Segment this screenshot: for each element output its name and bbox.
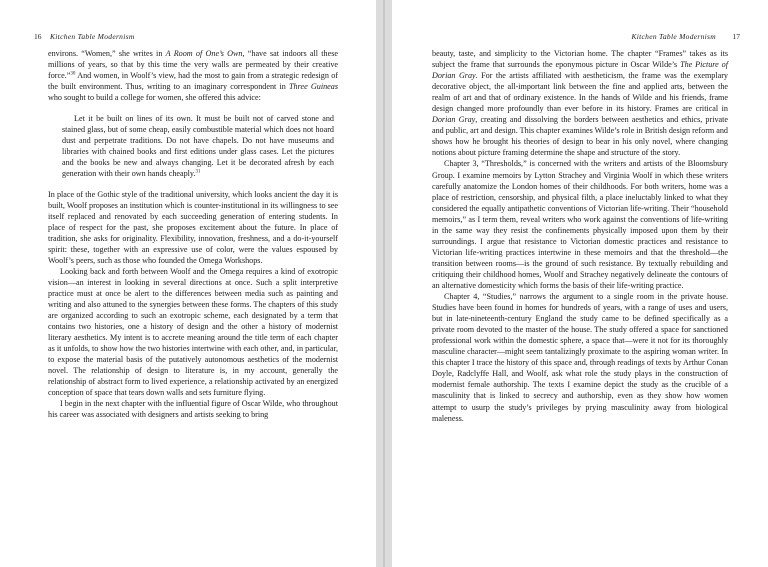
paragraph: Looking back and forth between Woolf and the Omega requires a kind of exotropic vision—an interest in looking in several directions at once. Such a split interpretive practice must at once be alert to the differences between media such as painting and writing and also attuned to the synergies between these forms. The chapters of this study are organized according to such an exotropic scheme, each designated by a term that contains two histories, one a history of design and the other a history of modernist literary aesthetics. My intent is to accrete meaning around the title term of each chapter as it unfolds, to show how the two histories intertwine with each other, and, in particular, to expose the material basis of the putatively autonomous aesthetics of the modernist novel. The relationship of design to literature is, in my account, generally the relationship of abstract form to lived experience, a relationship activated by an energized conception of space that tears down walls and sets furniture flying.	[48, 266, 338, 398]
paragraph: I begin in the next chapter with the influential figure of Oscar Wilde, who throughout his career was associated with designers and artists seeking to bring	[48, 399, 338, 420]
footnote-ref[interactable]: 30	[70, 71, 76, 77]
paragraph: environs. “Women,” she writes in A Room of One’s Own, “have sat indoors all these millions of years, so that by this time the very walls are permeated by their creative force.”$^{30}$ And women, in Woolf’s view, had the most to gain from a strategic redesign of the built environment. Thus, writing to an imaginary correspondent in Three Guineas who sought to build a college for women, she offered this advice:	[48, 49, 338, 103]
body-text	[432, 48, 728, 424]
book-gutter	[376, 0, 392, 567]
footnote-ref[interactable]: 31	[195, 169, 201, 175]
paragraph: Chapter 4, “Studies,” narrows the argument to a single room in the private house. Studies have been found in homes for hundreds of years, with a range of uses and users, but in late-nineteenth-century England the study came to be defined specifically as a private room devoted to the master of the house. The study offered a space for sanctioned professional work within the domestic sphere, a space that—were it not for its thoroughly masculine character—might seem tantalizingly proximate to the aspiring woman writer. In this chapter I trace the history of this space and, through readings of texts by Arthur Conan Doyle, Radclyffe Hall, and Woolf, ask what role the study plays in the construction of modernist female authorship. The texts I examine depict the study as the crucible of a masculinity that is linked to secrecy and authorship, even as they show how women attempt to usurp the study’s privileges by prying masculinity away from biological maleness.	[432, 292, 728, 423]
running-head: Kitchen Table Modernism	[50, 32, 135, 41]
right-page	[392, 0, 768, 567]
paragraph: beauty, taste, and simplicity to the Victorian home. The chapter “Frames” takes as its subject the frame that surrounds the eponymous picture in Oscar Wilde’s The Picture of Dorian Gray. For the artists affiliated with aestheticism, the frame was the exemplary decorative object, the all-important link between the fine and applied arts, between the realm of art and that of ordinary existence. In the hands of Wilde and his friends, frame design changed more profoundly than ever before in its history. Frames are critical in Dorian Gray, creating and dissolving the borders between aesthetics and ethics, private and public, art and design. This chapter examines Wilde’s role in British design reform and shows how he brought his theories of design to bear in his only novel, where changing notions about picture framing determine the shape and structure of the story.	[432, 49, 728, 158]
block-quote: Let it be built on lines of its own. It must be built not of carved stone and stained glass, but of some cheap, easily combustible material which does not hoard dust and perpetrate traditions. Do not have chapels. Do not have museums and libraries with chained books and first editions under glass cases. Let the pictures and the books be new and always changing. Let it be decorated afresh by each generation with their own hands cheaply.$^{31}$	[62, 114, 334, 179]
page-number: 16	[34, 32, 42, 41]
paragraph: Chapter 3, “Thresholds,” is concerned with the writers and artists of the Bloomsbury Group. I examine memoirs by Lytton Strachey and Virginia Woolf in which these writers carefully anatomize the London homes of their childhoods. For both writers, home was a place of restriction, censorship, and physical filth, a place ineluctably linked to what they considered the equally antipathetic conventions of Victorian life-writing. Their “household memoirs,” as I term them, reveal writers who work against the conventions of life-writing in the same way they resist the confinements physically imposed upon them by their surroundings. I argue that resistance to Victorian domestic practices and resistance to Victorian life-writing practices intertwine in these memoirs and that the threshold—the transition between rooms—is the ground of such resistance. By textually rebuilding and critiquing their childhood homes, Woolf and Strachey negatively delineate the contours of an alternative domesticity which forms the basis of their life-writing practice.	[432, 159, 728, 290]
left-page	[0, 0, 376, 567]
page-number: 17	[732, 32, 740, 41]
paragraph: In place of the Gothic style of the traditional university, which looks ancient the day it is built, Woolf proposes an institution which is counter-institutional in its willingness to see itself replaced and renovated by each succeeding generation of entering students. In place of respect for the past, she proposes excitement about the future. In place of tradition, she asks for originality. Flexibility, innovation, freshness, and a do-it-yourself spirit: these, together with an expressive use of color, were the values espoused by Woolf’s peers, such as those who founded the Omega Workshops.	[48, 189, 338, 265]
running-head: Kitchen Table Modernism	[631, 32, 716, 41]
body-text	[48, 48, 338, 421]
